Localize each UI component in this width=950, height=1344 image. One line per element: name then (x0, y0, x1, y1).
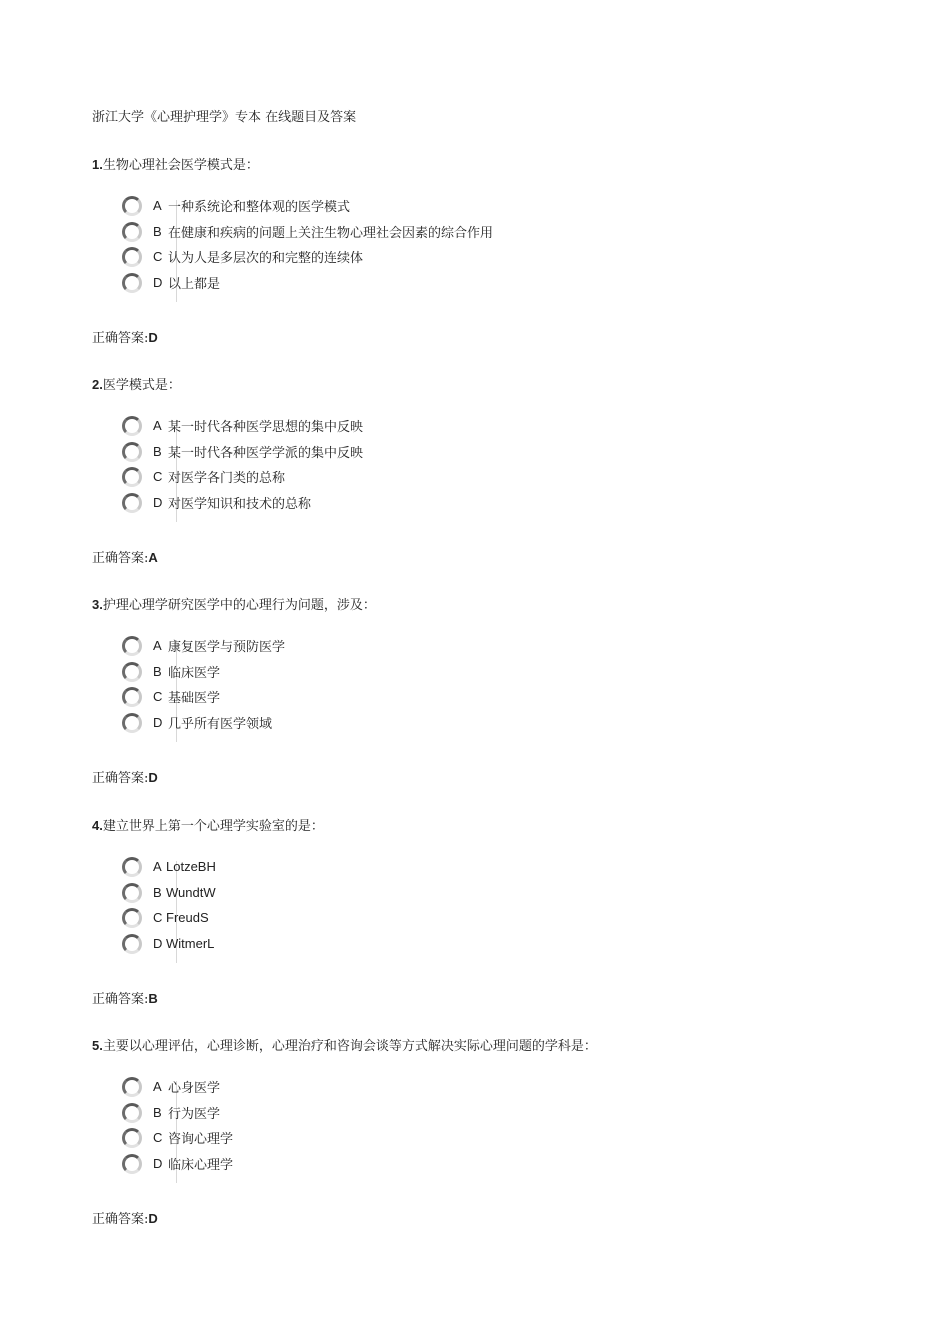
radio-button[interactable] (122, 857, 142, 877)
answer-label: 正确答案: (92, 551, 149, 566)
radio-button[interactable] (122, 442, 142, 462)
correct-answer-5 (92, 1208, 158, 1227)
answer-label: 正确答案: (92, 992, 149, 1007)
option-text: WundtW (166, 884, 216, 900)
option-letter: D (153, 714, 163, 730)
radio-button[interactable] (122, 1103, 142, 1123)
option-letter: A (153, 1079, 162, 1094)
option-letter: A (153, 418, 162, 433)
option-text: LotzeBH (166, 859, 216, 874)
answer-value: D (148, 770, 158, 785)
option-letter: A (153, 198, 162, 213)
question-stem (92, 154, 259, 173)
question-stem (92, 1035, 597, 1054)
option-text: 咨询心理学 (168, 1132, 234, 1147)
radio-button[interactable] (122, 713, 142, 733)
answer-value: D (148, 330, 158, 345)
option-text: FreudS (166, 910, 209, 925)
option-letter: B (153, 884, 162, 900)
option-text: 临床心理学 (168, 1157, 234, 1173)
option-text: 行为医学 (168, 1106, 221, 1122)
radio-button[interactable] (122, 1077, 142, 1097)
option-text: 某一时代各种医学学派的集中反映 (168, 445, 364, 461)
option-letter: B (153, 223, 162, 239)
radio-button[interactable] (122, 662, 142, 682)
option-letter: B (153, 663, 162, 679)
option-letter: A (153, 859, 162, 874)
page-title: 浙江大学《心理护理学》专本 在线题目及答案 (92, 110, 357, 125)
radio-button[interactable] (122, 934, 142, 954)
question-number: 3. (92, 597, 103, 612)
radio-button[interactable] (122, 883, 142, 903)
question-stem (92, 815, 324, 834)
question-number: 5. (92, 1038, 103, 1053)
question-text: 主要以心理评估，心理诊断，心理治疗和咨询会谈等方式解决实际心理问题的学科是： (102, 1039, 597, 1054)
question-number: 4. (92, 818, 103, 833)
answer-label: 正确答案: (92, 1212, 149, 1227)
radio-button[interactable] (122, 687, 142, 707)
option-text: 一种系统论和整体观的医学模式 (168, 200, 351, 215)
option-text: 对医学各门类的总称 (168, 471, 286, 486)
option-text: WitmerL (166, 935, 215, 951)
option-letter: C (153, 689, 163, 704)
radio-button[interactable] (122, 636, 142, 656)
radio-button[interactable] (122, 493, 142, 513)
option-letter: C (153, 910, 163, 925)
radio-button[interactable] (122, 1128, 142, 1148)
option-text: 临床医学 (168, 665, 221, 681)
option-letter: D (153, 494, 163, 510)
option-letter: B (153, 1104, 162, 1120)
question-text: 生物心理社会医学模式是： (102, 158, 259, 173)
question-text: 建立世界上第一个心理学实验室的是： (102, 819, 324, 834)
correct-answer-3 (92, 767, 158, 786)
question-text: 护理心理学研究医学中的心理行为问题，涉及： (102, 598, 376, 613)
radio-button[interactable] (122, 416, 142, 436)
option-letter: D (153, 935, 163, 951)
option-text: 康复医学与预防医学 (168, 640, 286, 655)
option-text: 心身医学 (168, 1081, 221, 1096)
radio-button[interactable] (122, 247, 142, 267)
option-letter: D (153, 1155, 163, 1171)
question-stem (92, 374, 181, 393)
correct-answer-4 (92, 988, 158, 1007)
option-text: 在健康和疾病的问题上关注生物心理社会因素的综合作用 (168, 225, 494, 241)
option-text: 基础医学 (168, 691, 221, 706)
option-letter: C (153, 249, 163, 264)
question-number: 1. (92, 157, 103, 172)
answer-label: 正确答案: (92, 331, 149, 346)
answer-value: B (148, 991, 158, 1006)
radio-button[interactable] (122, 222, 142, 242)
question-text: 医学模式是： (102, 378, 181, 393)
answer-label: 正确答案: (92, 771, 149, 786)
radio-button[interactable] (122, 273, 142, 293)
option-letter: D (153, 274, 163, 290)
option-text: 以上都是 (168, 276, 221, 292)
option-text: 认为人是多层次的和完整的连续体 (168, 251, 364, 266)
option-text: 某一时代各种医学思想的集中反映 (168, 420, 364, 435)
answer-value: A (148, 550, 158, 565)
option-letter: C (153, 1130, 163, 1145)
question-stem (92, 594, 376, 613)
option-letter: A (153, 638, 162, 653)
radio-button[interactable] (122, 908, 142, 928)
radio-button[interactable] (122, 1154, 142, 1174)
option-text: 几乎所有医学领域 (168, 716, 273, 732)
question-number: 2. (92, 377, 103, 392)
answer-value: D (148, 1211, 158, 1226)
radio-button[interactable] (122, 196, 142, 216)
option-letter: B (153, 443, 162, 459)
correct-answer-1 (92, 327, 158, 346)
option-letter: C (153, 469, 163, 484)
option-text: 对医学知识和技术的总称 (168, 496, 312, 512)
radio-button[interactable] (122, 467, 142, 487)
correct-answer-2 (92, 547, 158, 566)
